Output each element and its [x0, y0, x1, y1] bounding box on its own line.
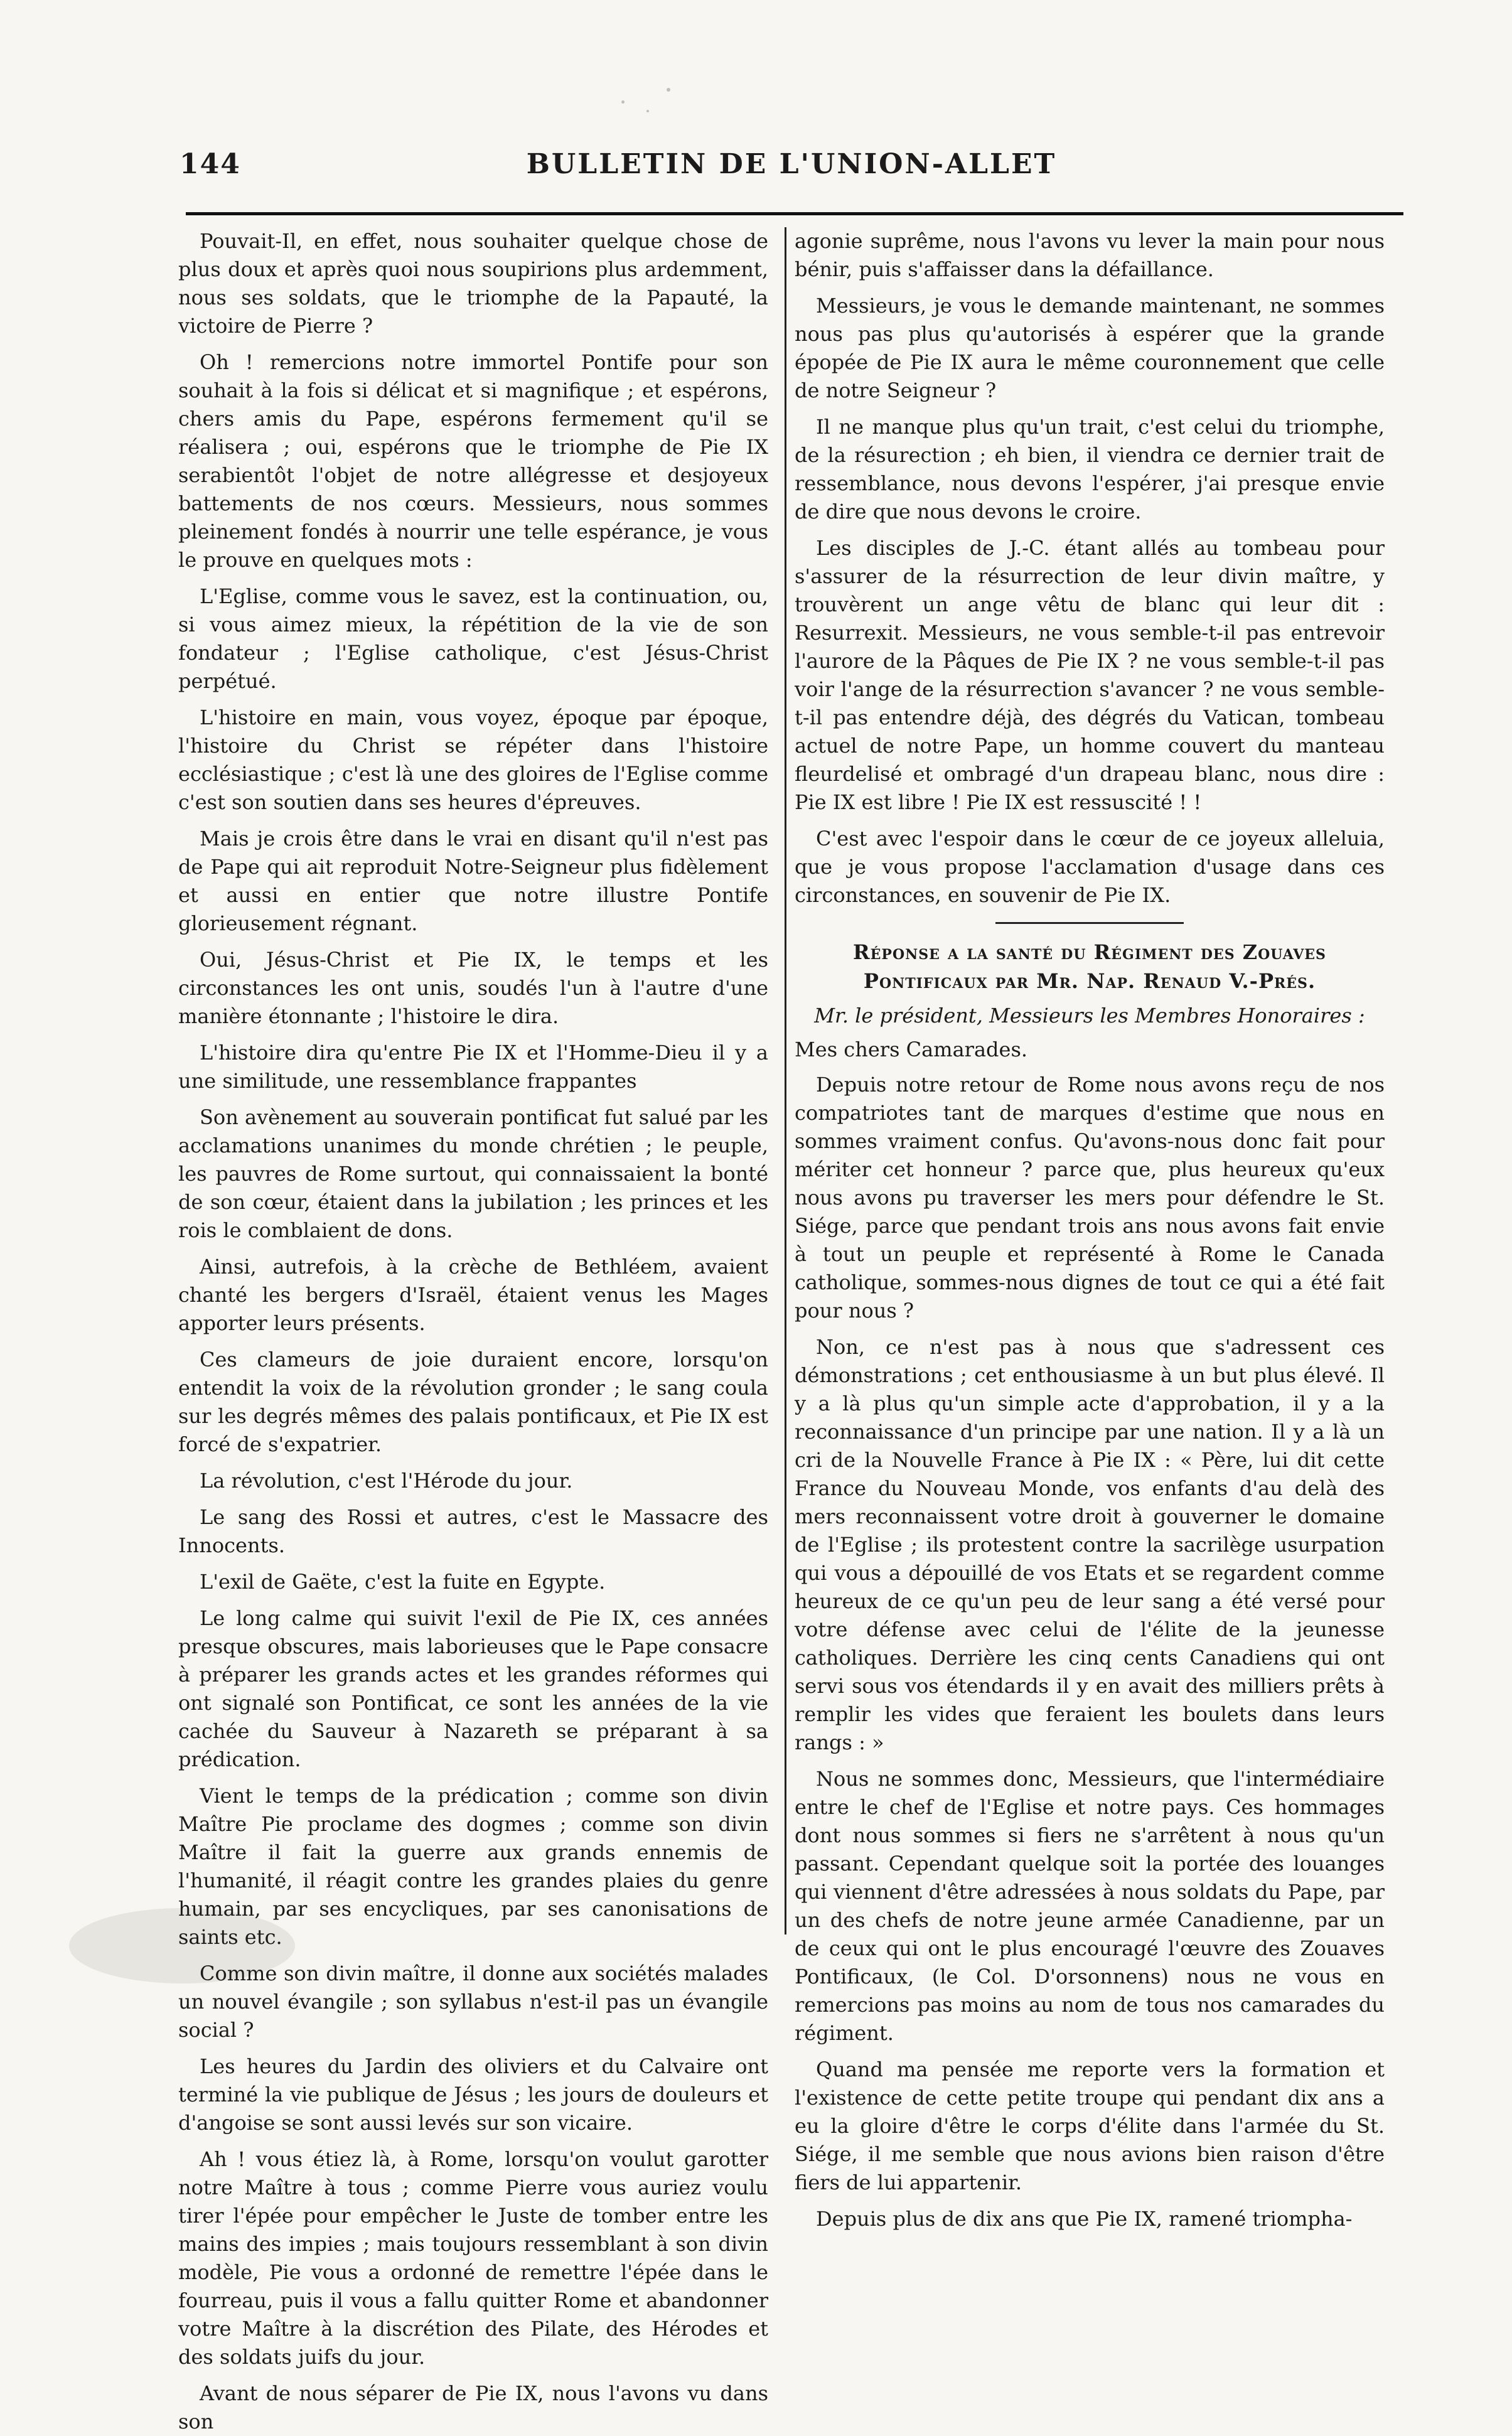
paragraph: Le sang des Rossi et autres, c'est le Massacre des Innocents.: [178, 1505, 768, 1557]
paper-speck: [667, 88, 670, 92]
running-title: BULLETIN DE L'UNION-ALLET: [526, 148, 1057, 180]
left-column: [178, 227, 768, 2433]
paragraph: Le long calme qui suivit l'exil de Pie IX, ces années presque obscures, mais laborieuses que le Pape consacre à préparer les grands actes et les grandes réformes qui ont signalé son Pontificat, ce sont les années de la vie cachée du Sauveur à Nazareth se préparant à sa prédication.: [178, 1606, 768, 1771]
paper-speck: [646, 110, 649, 112]
paragraph: Depuis plus de dix ans que Pie IX, ramené triompha-: [816, 2207, 1353, 2231]
paragraph: L'exil de Gaëte, c'est la fuite en Egypte.: [200, 1570, 606, 1594]
section-subtitle: Mr. le président, Messieurs les Membres Honoraires :: [814, 1004, 1365, 1028]
paragraph: Ainsi, autrefois, à la crèche de Bethléem, avaient chanté les bergers d'Israël, étaient venus les Mages apporter leurs présents.: [178, 1255, 768, 1335]
paragraph: Ah ! vous étiez là, à Rome, lorsqu'on voulut garotter notre Maître à tous ; comme Pierre vous auriez voulu tirer l'épée pour empêcher le Juste de tomber entre les mains des impies ; mais toujours ressemblant à son divin modèle, Pie vous a ordonné de remettre l'épée dans le fourreau, puis il vous a fallu quitter Rome et abandonner votre Maître à la discrétion des Pilate, des Hérodes et des soldats juifs du jour.: [178, 2147, 768, 2369]
page-number: 144: [180, 148, 241, 180]
section-title: Réponse a la santé du Régiment des Zouaves Pontificaux par Mr. Nap. Renaud V.-Prés.: [853, 940, 1326, 993]
paragraph: Avant de nous séparer de Pie IX, nous l'avons vu dans son: [178, 2381, 768, 2433]
header-rule: [186, 212, 1403, 215]
paper-speck: [621, 100, 625, 104]
paragraph: Oh ! remercions notre immortel Pontife pour son souhait à la fois si délicat et si magnifique ; et espérons, chers amis du Pape, espérons fermement qu'il se réalisera ; oui, espérons que le triomphe de Pie IX serabientôt l'objet de notre allégresse et desjoyeux battements de nos cœurs. Messieurs, nous sommes pleinement fondés à nourrir une telle espérance, je vous le prouve en quelques mots :: [178, 350, 768, 572]
paragraph: Vient le temps de la prédication ; comme son divin Maître Pie proclame des dogmes ; comme son divin Maître il fait la guerre aux grands ennemis de l'humanité, il réagit contre les grandes plaies du genre humain, par ses encycliques, par ses canonisations de saints etc.: [178, 1784, 768, 1949]
paragraph: Quand ma pensée me reporte vers la formation et l'existence de cette petite troupe qui pendant dix ans a eu la gloire d'être le corps d'élite dans l'armée du St. Siége, il me semble que nous avions bien raison d'être fiers de lui appartenir.: [795, 2058, 1385, 2194]
paragraph: L'histoire en main, vous voyez, époque par époque, l'histoire du Christ se répéter dans l'histoire ecclésiastique ; c'est là une des gloires de l'Eglise comme c'est son soutien dans ses heures d'épreuves.: [178, 706, 768, 814]
paragraph: Messieurs, je vous le demande maintenant, ne sommes nous pas plus qu'autorisés à espérer que la grande épopée de Pie IX aura le même couronnement que celle de notre Seigneur ?: [795, 294, 1385, 402]
paragraph: C'est avec l'espoir dans le cœur de ce joyeux alleluia, que je vous propose l'acclamation d'usage dans ces circonstances, en souvenir de Pie IX.: [795, 827, 1385, 907]
paragraph: Oui, Jésus-Christ et Pie IX, le temps et les circonstances les ont unis, soudés l'un à l'autre d'une manière étonnante ; l'histoire le dira.: [178, 948, 768, 1028]
paragraph: Non, ce n'est pas à nous que s'adressent ces démonstrations ; cet enthousiasme à un but plus élevé. Il y a là plus qu'un simple acte d'approbation, il y a la reconnaissance d'un principe par une nation. Il y a là un cri de la Nouvelle France à Pie IX : « Père, lui dit cette France du Nouveau Monde, vos enfants d'au delà des mers reconnaissent votre droit à gouverner le domaine de l'Eglise ; ils protestent contre la sacrilège usurpation qui vous a dépouillé de vos Etats et se regardent comme heureux de ce qu'un peu de leur sang a été versé pour votre défense avec celui de l'élite de la jeunesse catholiques. Derrière les cinq cents Canadiens qui ont servi sous vos étendards il y en avait des milliers prêts à remplir les vides que feraient les boulets dans leurs rangs : »: [795, 1335, 1385, 1754]
paragraph: Les disciples de J.-C. étant allés au tombeau pour s'assurer de la résurrection de leur divin maître, y trouvèrent un ange vêtu de blanc qui leur dit : Resurrexit. Messieurs, ne vous semble-t-il pas entrevoir l'aurore de la Pâques de Pie IX ? ne vous semble-t-il pas voir l'ange de la résurrection s'avancer ? ne vous semble-t-il pas entendre déjà, des dégrés du Vatican, tombeau actuel de notre Pape, un homme couvert du manteau fleurdelisé et ombragé d'un drapeau blanc, nous dire : Pie IX est libre ! Pie IX est ressuscité ! !: [795, 536, 1385, 814]
paragraph: La révolution, c'est l'Hérode du jour.: [200, 1469, 573, 1493]
paragraph: Les heures du Jardin des oliviers et du Calvaire ont terminé la vie publique de Jésus ; les jours de douleurs et d'angoise se sont aussi levés sur son vicaire.: [178, 2054, 768, 2135]
page-header: [180, 148, 1403, 192]
paragraph: L'Eglise, comme vous le savez, est la continuation, ou, si vous aimez mieux, la répétition de la vie de son fondateur ; l'Eglise catholique, c'est Jésus-Christ perpétué.: [178, 584, 768, 693]
paragraph: Son avènement au souverain pontificat fut salué par les acclamations unanimes du monde chrétien ; le peuple, les pauvres de Rome surtout, qui connaissaient la bonté de son cœur, étaient dans la jubilation ; les princes et les rois le comblaient de dons.: [178, 1105, 768, 1242]
paragraph: Ces clameurs de joie duraient encore, lorsqu'on entendit la voix de la révolution gronder ; le sang coula sur les degrés mêmes des palais pontificaux, et Pie IX est forcé de s'expatrier.: [178, 1348, 768, 1456]
paragraph: Comme son divin maître, il donne aux sociétés malades un nouvel évangile ; son syllabus n'est-il pas un évangile social ?: [178, 1961, 768, 2042]
paragraph: Il ne manque plus qu'un trait, c'est celui du triomphe, de la résurection ; eh bien, il viendra ce dernier trait de ressemblance, nous devons l'espérer, j'ai presque envie de dire que nous devons le croire.: [795, 415, 1385, 523]
right-column: [795, 227, 1385, 2231]
paragraph: Pouvait-Il, en effet, nous souhaiter quelque chose de plus doux et après quoi nous soupirions plus ardemment, nous ses soldats, que le triomphe de la Papauté, la victoire de Pierre ?: [178, 229, 768, 338]
paragraph: Depuis notre retour de Rome nous avons reçu de nos compatriotes tant de marques d'estime que nous en sommes vraiment confus. Qu'avons-nous donc fait pour mériter cet honneur ? parce que, plus heureux qu'eux nous avons pu traverser les mers pour défendre le St. Siége, parce que pendant trois ans nous avons fait envie à tout un peuple et représenté à Rome le Canada catholique, sommes-nous dignes de tout ce qui a été fait pour nous ?: [795, 1073, 1385, 1323]
paragraph: agonie suprême, nous l'avons vu lever la main pour nous bénir, puis s'affaisser dans la défaillance.: [795, 229, 1385, 281]
column-divider: [785, 227, 786, 1934]
paragraph: Nous ne sommes donc, Messieurs, que l'intermédiaire entre le chef de l'Eglise et notre pays. Ces hommages dont nous sommes si fiers ne s'arrêtent à nous qu'un passant. Cependant quelque soit la portée des louanges qui viennent d'être adressées à nous soldats du Pape, par un des chefs de notre jeune armée Canadienne, par un de ceux qui ont le plus encouragé l'œuvre des Zouaves Pontificaux, (le Col. D'orsonnens) nous ne vous en remercions pas moins au nom de tous nos camarades du régiment.: [795, 1767, 1385, 2045]
paragraph: Mais je crois être dans le vrai en disant qu'il n'est pas de Pape qui ait reproduit Notre-Seigneur plus fidèlement et aussi en entier que notre illustre Pontife glorieusement régnant.: [178, 827, 768, 935]
salutation: Mes chers Camarades.: [795, 1038, 1028, 1061]
paragraph: L'histoire dira qu'entre Pie IX et l'Homme-Dieu il y a une similitude, une ressemblance frappantes: [178, 1041, 768, 1093]
section-rule: [995, 922, 1184, 924]
